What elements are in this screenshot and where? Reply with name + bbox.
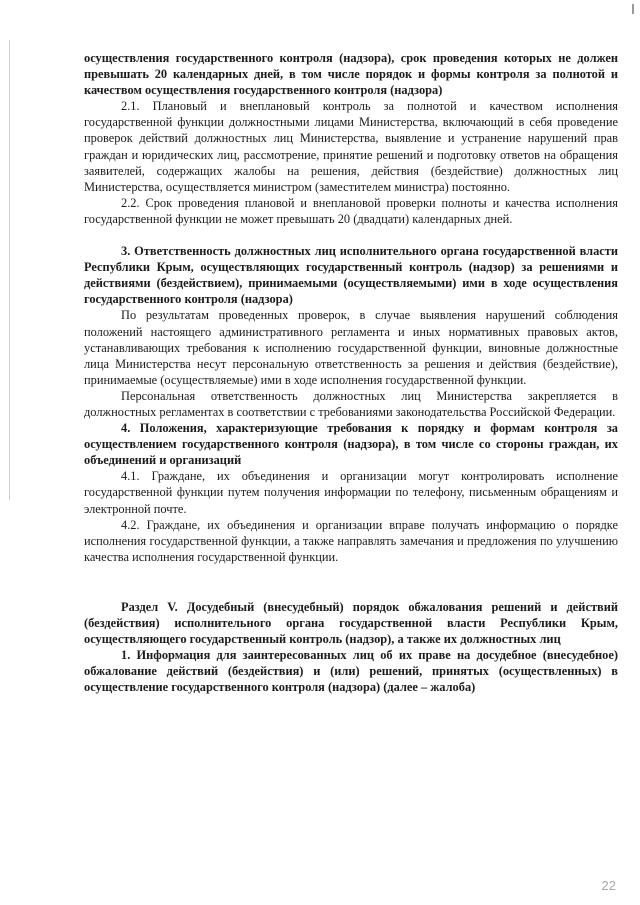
left-margin-line <box>9 40 10 500</box>
section-3-paragraph-1: По результатам проведенных проверок, в случае выявления нарушений соблюдения положений настоящего административного регламента и иных нормативных правовых актов, устанавливающих требования к исполнению государственной функции, виновные должностные лица Министерства несут персональную ответственность за решения и действия (бездействие), принимаемые (осуществляемые) ими в ходе исполнения государственной функции. <box>84 308 618 387</box>
paragraph-continuation-heading: осуществления государственного контроля (надзора), срок проведения которых не должен превышать 20 календарных дней, в том числе порядок и формы контроля за полнотой и качеством осуществления государственного контроля (надзора) <box>84 51 618 98</box>
page-number: 22 <box>601 878 616 893</box>
section-v-heading: Раздел V. Досудебный (внесудебный) порядок обжалования решений и действий (бездействия) исполнительного органа государственной власти Республики Крым, осуществляющего государственный контроль (надзор), а также их должностных лиц <box>84 599 618 647</box>
paragraph-2-1: 2.1. Плановый и внеплановый контроль за полнотой и качеством исполнения государственной функции должностными лицами Министерства, включающий в себя проведение проверок действий должностных лиц Министерства, выявление и устранение нарушений прав граждан и юридических лиц, рассмотрение, принятие решений и подготовку ответов на обращения заявителей, содержащих жалобы на решения, действия (бездействие) должностных лиц Министерства, осуществляется министром (заместителем министра) постоянно. <box>84 99 618 194</box>
corner-mark <box>632 4 634 14</box>
section-v-item-1-heading: 1. Информация для заинтересованных лиц об их праве на досудебное (внесудебное) обжалование действий (бездействия) и (или) решений, принятых (осуществленных) в осуществление государственного контроля (надзора) (далее – жалоба) <box>84 648 618 695</box>
paragraph-2-2: 2.2. Срок проведения плановой и внеплановой проверки полноты и качества исполнения государственной функции не может превышать 20 (двадцати) календарных дней. <box>84 195 618 226</box>
section-3-heading: 3. Ответственность должностных лиц исполнительного органа государственной власти Республики Крым, осуществляющих государственный контроль (надзор) за решениями и действиями (бездействием), принимаемыми (осуществляемыми) ими в ходе осуществления государственного контроля (надзора) <box>84 244 618 307</box>
paragraph-4-1: 4.1. Граждане, их объединения и организации могут контролировать исполнение государственной функции путем получения информации по телефону, письменным обращениям и электронной почте. <box>84 469 618 516</box>
paragraph-4-2: 4.2. Граждане, их объединения и организации вправе получать информацию о порядке исполнения государственной функции, а также направлять замечания и предложения по улучшению качества исполнения государственной функции. <box>84 517 618 564</box>
section-4-heading: 4. Положения, характеризующие требования к порядку и формам контроля за осуществлением государственного контроля (надзора), в том числе со стороны граждан, их объединений и организаций <box>84 421 618 468</box>
section-3-paragraph-2: Персональная ответственность должностных лиц Министерства закрепляется в должностных регламентах в соответствии с требованиями законодательства Российской Федерации. <box>84 388 618 419</box>
document-body <box>84 50 618 695</box>
